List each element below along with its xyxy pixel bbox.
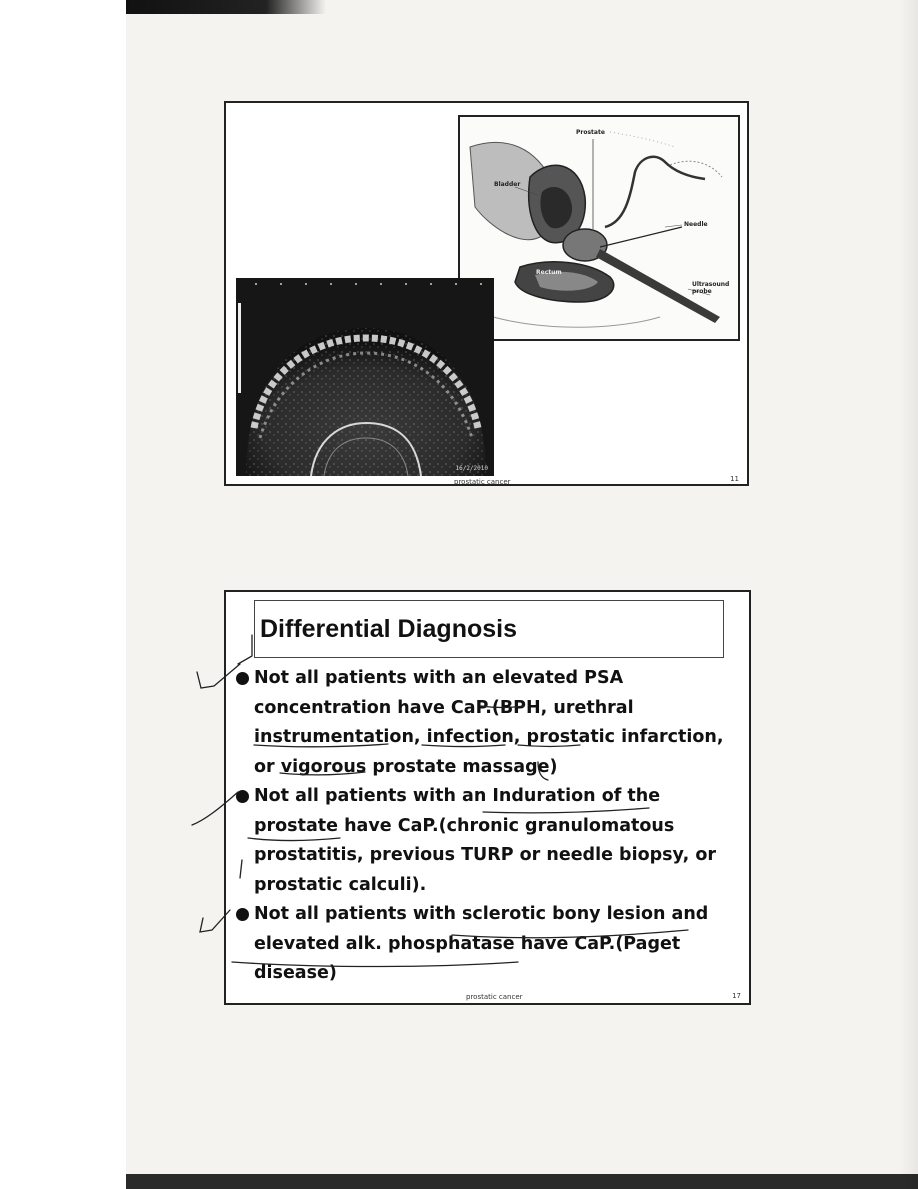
scan-edge-bottom	[126, 1174, 918, 1189]
slide2-footer: prostatic cancer	[466, 993, 523, 1001]
label-needle: Needle	[684, 221, 708, 228]
bullet-item	[234, 664, 734, 782]
bullet-list	[234, 664, 734, 989]
bullet-item	[234, 782, 734, 900]
bullet-icon	[236, 908, 249, 921]
scan-edge-right	[900, 0, 918, 1189]
bullet-text: Not all patients with an elevated PSA concentration have CaP.(BPH, urethral instrumentation, infection, prostatic infarction, or vigorous prostate massage)	[254, 668, 724, 777]
anatomy-drawing	[460, 117, 740, 341]
title-box	[254, 600, 724, 658]
bullet-text: Not all patients with an Induration of the prostate have CaP.(chronic granulomatous prostatitis, previous TURP or needle biopsy, or prostatic calculi).	[254, 786, 716, 895]
slide-title: Differential Diagnosis	[260, 615, 517, 643]
slide1-page-number: 11	[730, 475, 739, 483]
bullet-icon	[236, 790, 249, 803]
slide-differential-diagnosis	[224, 590, 751, 1005]
ultrasound-scan	[236, 278, 494, 476]
ultrasound-date-stamp: 16/2/2010	[455, 465, 488, 472]
slide-prostate-biopsy-images	[224, 101, 749, 486]
slide1-footer: prostatic cancer	[454, 478, 511, 486]
slide2-page-number: 17	[732, 992, 741, 1000]
label-ultrasound-probe: Ultrasound probe	[692, 281, 730, 295]
label-prostate: Prostate	[576, 129, 605, 136]
ultrasound-image	[236, 278, 494, 476]
scan-edge-top	[126, 0, 326, 14]
bullet-icon	[236, 672, 249, 685]
bullet-item	[234, 900, 734, 989]
bullet-text: Not all patients with sclerotic bony lesion and elevated alk. phosphatase have CaP.(Paget disease)	[254, 904, 709, 983]
scan-margin-left	[0, 0, 126, 1189]
label-bladder: Bladder	[494, 181, 521, 188]
anatomy-illustration	[458, 115, 740, 341]
label-rectum: Rectum	[536, 269, 562, 276]
